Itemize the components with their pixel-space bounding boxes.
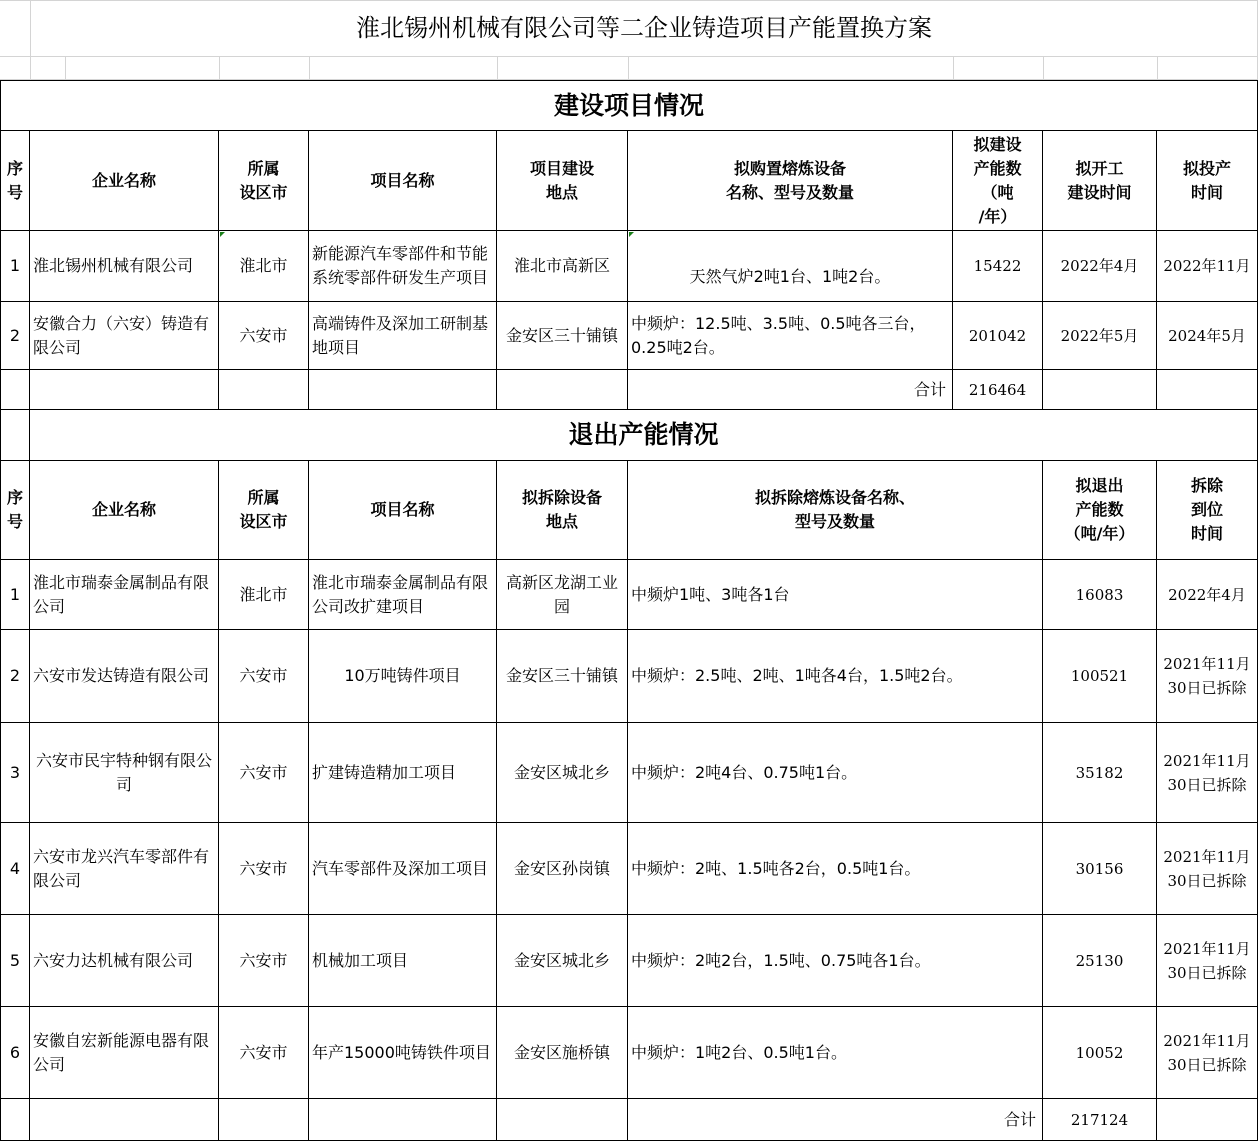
build-row-seq[interactable]: 1: [0, 231, 30, 302]
exit-row-removed[interactable]: 2021年11月30日已拆除: [1157, 823, 1258, 915]
build-header-location[interactable]: 项目建设 地点: [497, 131, 628, 231]
exit-row-company[interactable]: 六安市龙兴汽车零部件有限公司: [30, 823, 219, 915]
exit-row-city[interactable]: 六安市: [219, 1007, 309, 1099]
exit-row-company[interactable]: 六安力达机械有限公司: [30, 915, 219, 1007]
section-exit-blank[interactable]: [0, 410, 30, 461]
build-total-empty[interactable]: [0, 370, 30, 410]
exit-row-project[interactable]: 汽车零部件及深加工项目: [309, 823, 497, 915]
exit-row-equipment[interactable]: 中频炉：2.5吨、2吨、1吨各4台，1.5吨2台。: [628, 630, 1043, 723]
exit-header-project[interactable]: 项目名称: [309, 461, 497, 560]
exit-row-seq[interactable]: 5: [0, 915, 30, 1007]
exit-row-company[interactable]: 安徽自宏新能源电器有限公司: [30, 1007, 219, 1099]
gridline: [30, 56, 31, 80]
exit-header-location[interactable]: 拟拆除设备 地点: [497, 461, 628, 560]
exit-total-value[interactable]: 217124: [1043, 1099, 1157, 1141]
build-row-operate[interactable]: 2022年11月: [1157, 231, 1258, 302]
exit-row-company[interactable]: 六安市发达铸造有限公司: [30, 630, 219, 723]
exit-row-equipment[interactable]: 中频炉：2吨4台、0.75吨1台。: [628, 723, 1043, 823]
build-header-operate[interactable]: 拟投产 时间: [1157, 131, 1258, 231]
exit-row-project[interactable]: 10万吨铸件项目: [309, 630, 497, 723]
exit-total-empty[interactable]: [30, 1099, 219, 1141]
exit-header-company[interactable]: 企业名称: [30, 461, 219, 560]
build-row-capacity[interactable]: 201042: [953, 302, 1043, 370]
exit-row-seq[interactable]: 4: [0, 823, 30, 915]
gridline: [1043, 56, 1044, 80]
build-row-location[interactable]: 金安区三十铺镇: [497, 302, 628, 370]
build-header-seq[interactable]: 序 号: [0, 131, 30, 231]
build-header-city[interactable]: 所属 设区市: [219, 131, 309, 231]
exit-total-empty[interactable]: [497, 1099, 628, 1141]
gridline: [628, 56, 629, 80]
gridline: [65, 56, 66, 80]
exit-row-seq[interactable]: 2: [0, 630, 30, 723]
page-title[interactable]: 淮北锡州机械有限公司等二企业铸造项目产能置换方案: [356, 14, 932, 42]
exit-total-empty[interactable]: [0, 1099, 30, 1141]
exit-row-city[interactable]: 六安市: [219, 723, 309, 823]
exit-row-equipment[interactable]: 中频炉：2吨、1.5吨各2台，0.5吨1台。: [628, 823, 1043, 915]
exit-total-label[interactable]: 合计: [628, 1099, 1043, 1141]
exit-row-location[interactable]: 金安区三十铺镇: [497, 630, 628, 723]
exit-row-location[interactable]: 金安区城北乡: [497, 723, 628, 823]
build-row-start[interactable]: 2022年5月: [1043, 302, 1157, 370]
exit-row-equipment[interactable]: 中频炉1吨、3吨各1台: [628, 560, 1043, 630]
build-total-empty[interactable]: [497, 370, 628, 410]
build-row-equipment[interactable]: 中频炉：12.5吨、3.5吨、0.5吨各三台，0.25吨2台。: [628, 302, 953, 370]
exit-row-project[interactable]: 年产15000吨铸铁件项目: [309, 1007, 497, 1099]
build-row-city[interactable]: 六安市: [219, 302, 309, 370]
build-total-empty[interactable]: [1043, 370, 1157, 410]
section-title-exit[interactable]: 退出产能情况: [30, 410, 1258, 461]
exit-row-location[interactable]: 金安区城北乡: [497, 915, 628, 1007]
gridline: [219, 56, 220, 80]
build-row-city[interactable]: 淮北市: [219, 231, 309, 302]
gridline: [1157, 56, 1158, 80]
exit-row-capacity[interactable]: 100521: [1043, 630, 1157, 723]
exit-row-project[interactable]: 淮北市瑞泰金属制品有限公司改扩建项目: [309, 560, 497, 630]
exit-header-capacity[interactable]: 拟退出 产能数 （吨/年）: [1043, 461, 1157, 560]
exit-total-empty[interactable]: [309, 1099, 497, 1141]
exit-row-capacity[interactable]: 10052: [1043, 1007, 1157, 1099]
exit-row-capacity[interactable]: 16083: [1043, 560, 1157, 630]
cell-comment-marker-icon: [629, 232, 634, 237]
build-row-company[interactable]: 安徽合力（六安）铸造有限公司: [30, 302, 219, 370]
exit-row-removed[interactable]: 2021年11月30日已拆除: [1157, 1007, 1258, 1099]
build-row-operate[interactable]: 2024年5月: [1157, 302, 1258, 370]
gridline: [309, 56, 310, 80]
build-row-capacity[interactable]: 15422: [953, 231, 1043, 302]
exit-total-empty[interactable]: [219, 1099, 309, 1141]
build-total-value[interactable]: 216464: [953, 370, 1043, 410]
build-total-label[interactable]: 合计: [628, 370, 953, 410]
build-row-equipment[interactable]: 天然气炉2吨1台、1吨2台。: [628, 231, 953, 302]
exit-header-removed[interactable]: 拆除 到位 时间: [1157, 461, 1258, 560]
exit-row-location[interactable]: 金安区孙岗镇: [497, 823, 628, 915]
build-total-empty[interactable]: [30, 370, 219, 410]
build-total-empty[interactable]: [219, 370, 309, 410]
build-row-start[interactable]: 2022年4月: [1043, 231, 1157, 302]
exit-row-equipment[interactable]: 中频炉：2吨2台，1.5吨、0.75吨各1台。: [628, 915, 1043, 1007]
exit-row-equipment[interactable]: 中频炉：1吨2台、0.5吨1台。: [628, 1007, 1043, 1099]
exit-row-city[interactable]: 六安市: [219, 630, 309, 723]
build-header-capacity[interactable]: 拟建设 产能数 （吨 /年）: [953, 131, 1043, 231]
exit-row-company[interactable]: 淮北市瑞泰金属制品有限公司: [30, 560, 219, 630]
exit-header-city[interactable]: 所属 设区市: [219, 461, 309, 560]
build-row-company[interactable]: 淮北锡州机械有限公司: [30, 231, 219, 302]
build-row-location[interactable]: 淮北市高新区: [497, 231, 628, 302]
build-row-project[interactable]: 高端铸件及深加工研制基地项目: [309, 302, 497, 370]
build-total-empty[interactable]: [309, 370, 497, 410]
exit-row-removed[interactable]: 2021年11月30日已拆除: [1157, 915, 1258, 1007]
build-header-company[interactable]: 企业名称: [30, 131, 219, 231]
build-row-project[interactable]: 新能源汽车零部件和节能系统零部件研发生产项目: [309, 231, 497, 302]
exit-row-city[interactable]: 淮北市: [219, 560, 309, 630]
exit-header-equipment[interactable]: 拟拆除熔炼设备名称、 型号及数量: [628, 461, 1043, 560]
exit-total-empty[interactable]: [1157, 1099, 1258, 1141]
exit-row-capacity[interactable]: 25130: [1043, 915, 1157, 1007]
cell-comment-marker-icon: [220, 232, 225, 237]
exit-row-project[interactable]: 机械加工项目: [309, 915, 497, 1007]
exit-row-seq[interactable]: 3: [0, 723, 30, 823]
gridline: [953, 56, 954, 80]
exit-row-company[interactable]: 六安市民宇特种钢有限公司: [30, 723, 219, 823]
exit-row-location[interactable]: 高新区龙湖工业园: [497, 560, 628, 630]
exit-row-capacity[interactable]: 30156: [1043, 823, 1157, 915]
build-total-empty[interactable]: [1157, 370, 1258, 410]
exit-row-removed[interactable]: 2022年4月: [1157, 560, 1258, 630]
exit-row-seq[interactable]: 1: [0, 560, 30, 630]
build-row-seq[interactable]: 2: [0, 302, 30, 370]
exit-row-removed[interactable]: 2021年11月30日已拆除: [1157, 723, 1258, 823]
build-header-project[interactable]: 项目名称: [309, 131, 497, 231]
exit-row-city[interactable]: 六安市: [219, 823, 309, 915]
exit-row-project[interactable]: 扩建铸造精加工项目: [309, 723, 497, 823]
exit-row-capacity[interactable]: 35182: [1043, 723, 1157, 823]
exit-row-seq[interactable]: 6: [0, 1007, 30, 1099]
gridline: [0, 56, 1258, 57]
exit-row-removed[interactable]: 2021年11月30日已拆除: [1157, 630, 1258, 723]
exit-header-seq[interactable]: 序 号: [0, 461, 30, 560]
build-header-start[interactable]: 拟开工 建设时间: [1043, 131, 1157, 231]
gridline: [497, 56, 498, 80]
exit-row-location[interactable]: 金安区施桥镇: [497, 1007, 628, 1099]
section-title-build[interactable]: 建设项目情况: [0, 80, 1258, 131]
build-header-equipment[interactable]: 拟购置熔炼设备 名称、型号及数量: [628, 131, 953, 231]
exit-row-city[interactable]: 六安市: [219, 915, 309, 1007]
